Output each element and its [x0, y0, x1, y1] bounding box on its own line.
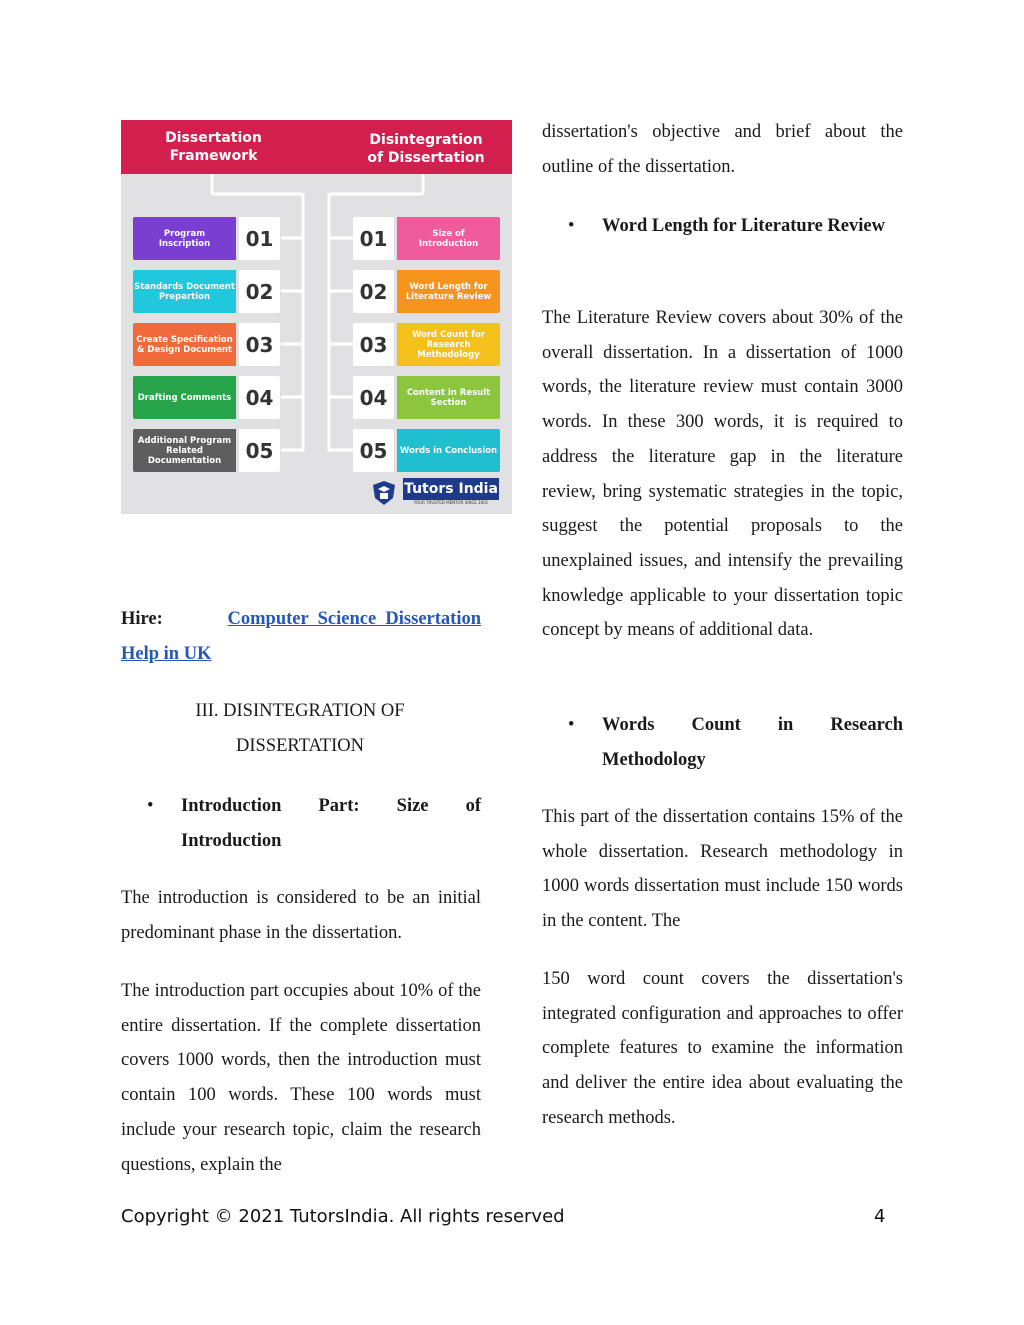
infographic-right-title: Disintegration of Dissertation — [367, 132, 485, 166]
left-step-number: 02 — [239, 270, 280, 313]
bullet-literature-review — [542, 209, 903, 244]
page-number: 4 — [874, 1206, 886, 1227]
right-step-label: Words in Conclusion — [397, 429, 500, 472]
right-framework-step-3 — [353, 323, 500, 366]
paragraph-objective-text: dissertation's objective and brief about the outline of the dissertation. — [542, 122, 903, 177]
paragraph-word-count — [542, 962, 903, 1136]
right-step-number: 02 — [353, 270, 394, 313]
left-step-label: Standards Document Prepartion — [133, 270, 236, 313]
section-heading — [160, 694, 440, 763]
paragraph-intro-size-text: The introduction part occupies about 10% of the entire dissertation. If the complete dissertation covers 1000 words, then the introduction must contain 100 words. These 100 words must include your research topic, claim the research questions, explain the — [121, 981, 481, 1175]
left-framework-step-3 — [133, 323, 280, 366]
paragraph-word-count-text: 150 word count covers the dissertation's integrated configuration and approaches to offer complete features to examine the information and deliver the entire idea about evaluating the research methods. — [542, 969, 903, 1128]
paragraph-objective — [542, 115, 903, 184]
left-step-label: Drafting Comments — [133, 376, 236, 419]
left-framework-step-5 — [133, 429, 280, 472]
right-framework-step-1 — [353, 217, 500, 260]
logo-emblem-icon — [371, 480, 397, 506]
right-framework-step-5 — [353, 429, 500, 472]
bullet-literature-review-text: Word Length for Literature Review — [602, 216, 885, 236]
right-step-number: 05 — [353, 429, 394, 472]
computer-science-dissertation-link[interactable]: Computer Science Dissertation Help in UK — [121, 609, 482, 664]
paragraph-literature-review — [542, 301, 903, 648]
left-framework-step-1 — [133, 217, 280, 260]
left-step-number: 03 — [239, 323, 280, 366]
bullet-research-methodology-text: Words Count in Research Methodology — [602, 715, 903, 770]
paragraph-intro-phase — [121, 881, 481, 950]
hire-line — [121, 602, 481, 671]
right-framework-step-4 — [353, 376, 500, 419]
dissertation-infographic — [121, 120, 512, 514]
bullet-introduction-text: Introduction Part: Size of Introduction — [181, 796, 481, 851]
left-step-label: Program Inscription — [133, 217, 236, 260]
paragraph-literature-review-text: The Literature Review covers about 30% of the overall dissertation. In a dissertation of 1000 words, the literature review must contain 3000 words. In these 300 words, it is required to address the literature gap in the literature review, bring systematic strategies in the topic, suggest the potential proposals to the unexplained issues, and intensify the prevailing knowledge applicable to your dissertation topic concept by means of additional data. — [542, 308, 903, 641]
section-heading-text: III. DISINTEGRATION OF DISSERTATION — [195, 701, 405, 756]
left-framework-step-4 — [133, 376, 280, 419]
infographic-left-title: Dissertation Framework — [165, 130, 262, 164]
right-step-label: Size of Introduction — [397, 217, 500, 260]
bullet-introduction — [121, 789, 481, 858]
footer-copyright: Copyright © 2021 TutorsIndia. All rights reserved — [121, 1206, 565, 1227]
paragraph-methodology-share — [542, 800, 903, 939]
right-step-label: Content in Result Section — [397, 376, 500, 419]
right-step-number: 01 — [353, 217, 394, 260]
right-step-number: 03 — [353, 323, 394, 366]
paragraph-intro-phase-text: The introduction is considered to be an initial predominant phase in the dissertation. — [121, 888, 481, 943]
paragraph-methodology-share-text: This part of the dissertation contains 15% of the whole dissertation. Research methodology in 1000 words dissertation must include 150 words in the content. The — [542, 807, 903, 932]
hire-paragraph — [121, 602, 481, 671]
left-step-number: 05 — [239, 429, 280, 472]
bullet-research-methodology — [542, 708, 903, 777]
bullet-icon: • — [568, 715, 575, 735]
logo-tagline: YOUR TRUSTED MENTOR SINCE 2001 — [413, 500, 489, 505]
left-step-label: Additional Program Related Documentation — [133, 429, 236, 472]
logo-text: Tutors India — [403, 478, 499, 500]
bullet-icon: • — [147, 796, 154, 816]
right-step-label: Word Length for Literature Review — [397, 270, 500, 313]
left-step-number: 04 — [239, 376, 280, 419]
right-step-label: Word Count for Research Methodology — [397, 323, 500, 366]
right-step-number: 04 — [353, 376, 394, 419]
tutors-india-logo — [371, 478, 499, 508]
right-framework-step-2 — [353, 270, 500, 313]
bullet-icon: • — [568, 216, 575, 236]
paragraph-intro-size — [121, 974, 481, 1182]
left-framework-step-2 — [133, 270, 280, 313]
left-step-number: 01 — [239, 217, 280, 260]
hire-label: Hire: — [121, 609, 163, 629]
left-step-label: Create Specification & Design Document — [133, 323, 236, 366]
